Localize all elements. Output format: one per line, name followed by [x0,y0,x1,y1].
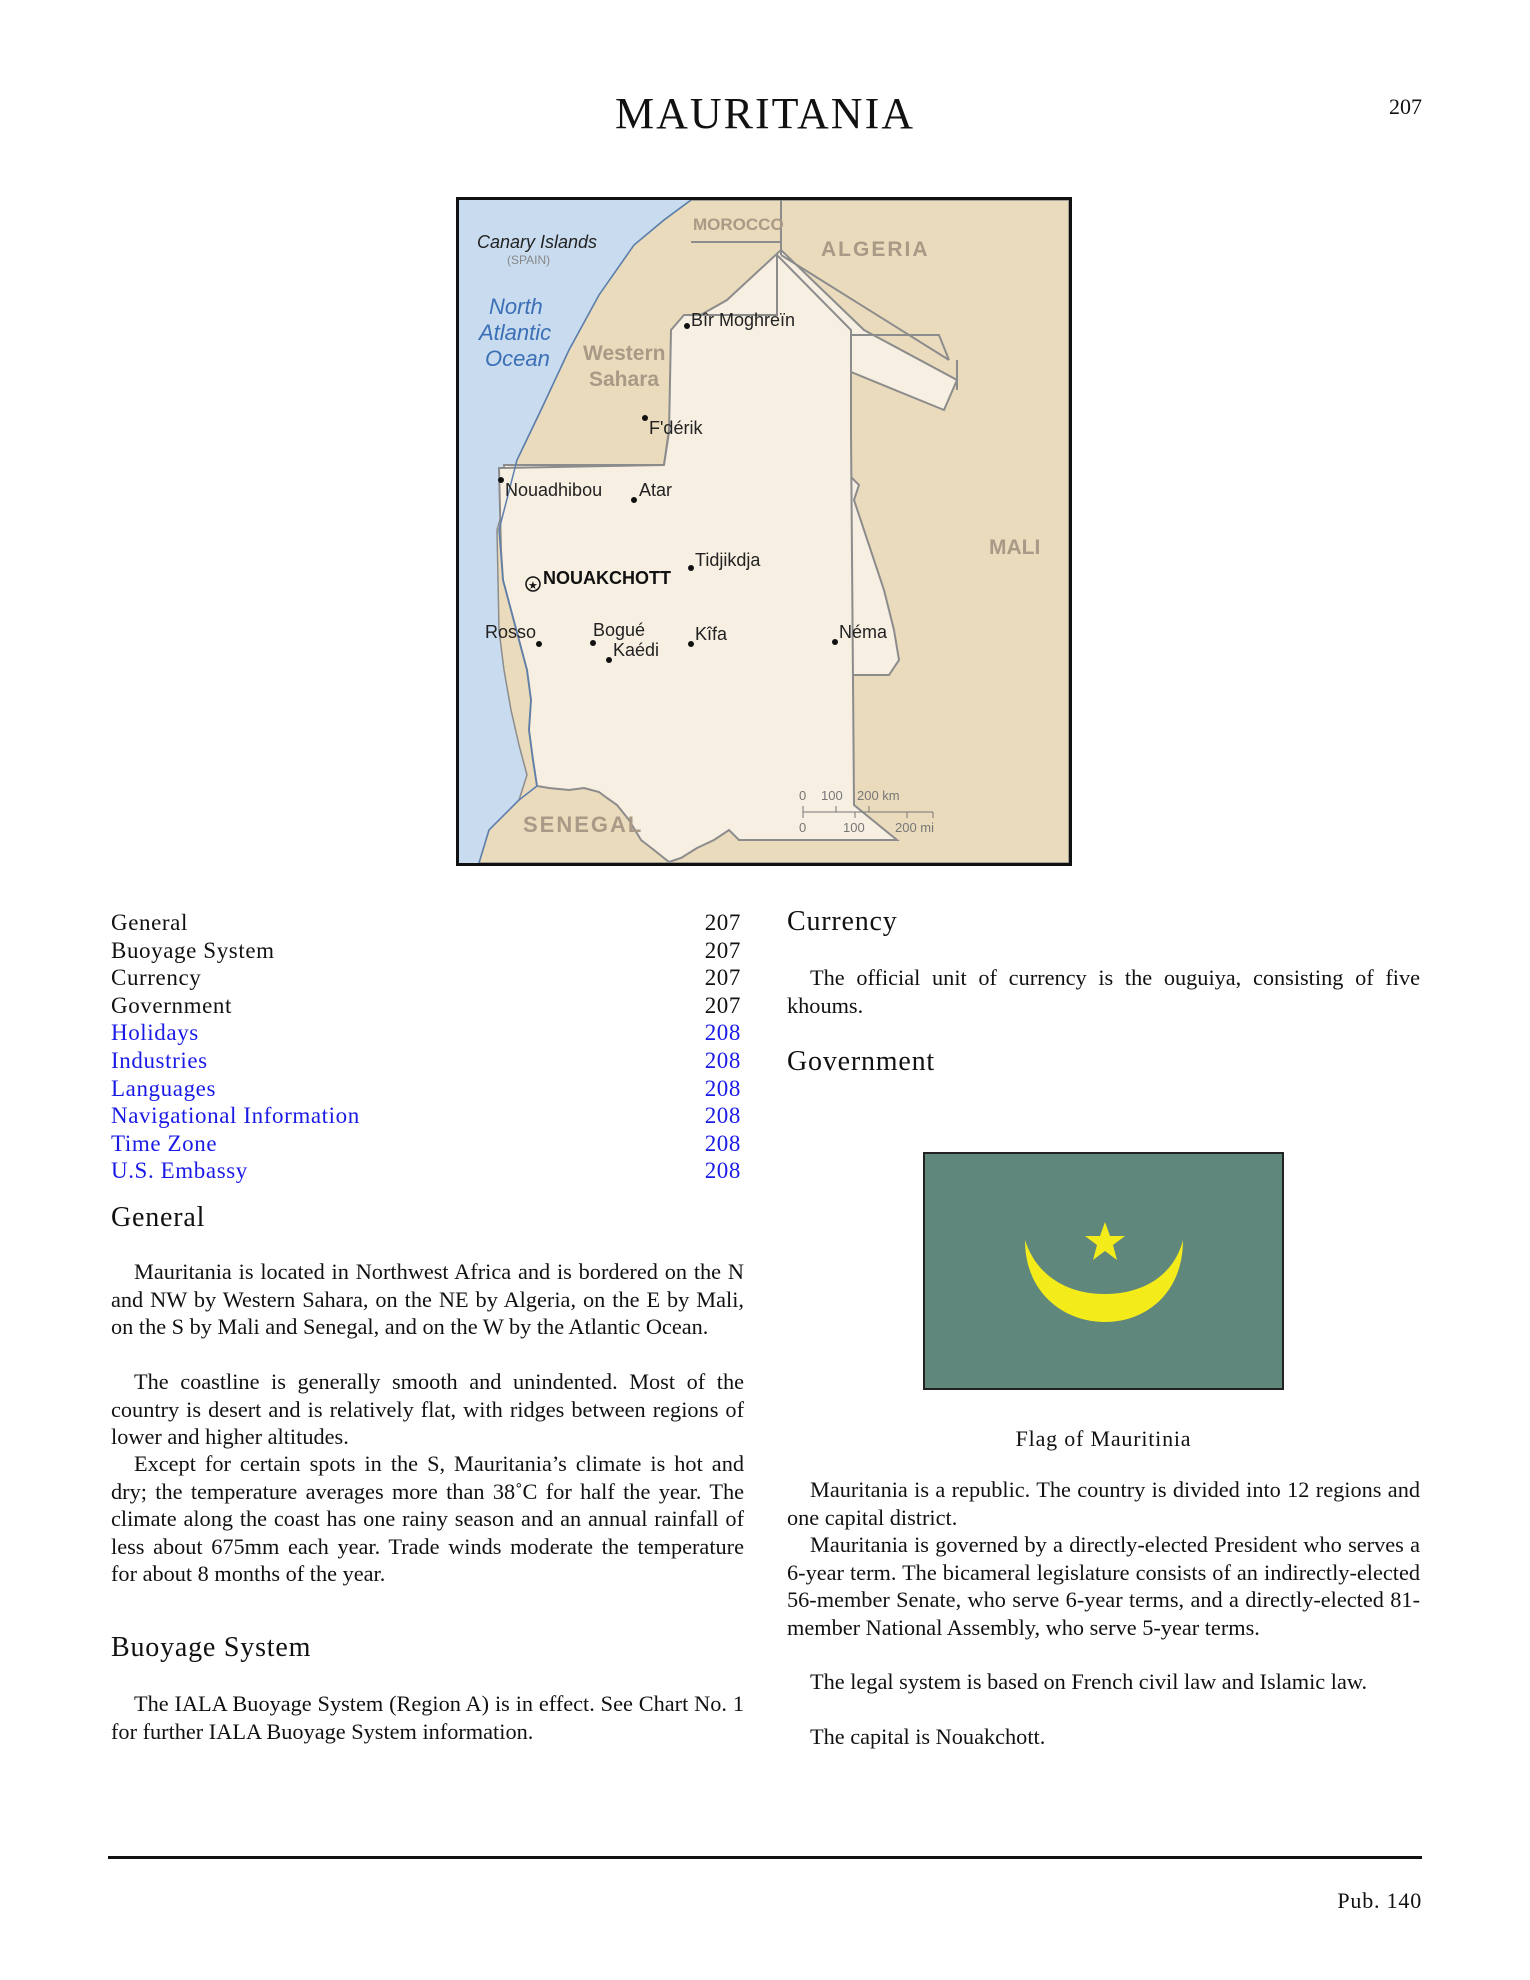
scale-mi-100: 100 [843,820,865,835]
scale-mi-200: 200 mi [895,820,935,835]
crescent-star-emblem-icon [925,1154,1282,1388]
city-dot [590,640,596,646]
city-dot [498,477,504,483]
toc-label: U.S. Embassy [111,1158,248,1184]
scale-km-100: 100 [821,788,843,803]
map-label-north: North [489,294,543,319]
toc-label: Government [111,992,232,1018]
city-dot [688,641,694,647]
section-heading-government: Government [787,1046,935,1077]
city-dot [606,657,612,663]
toc-page: 208 [704,1047,741,1073]
map-label-bir-moghrein: Bîr Moghreïn [691,310,796,330]
scale-km-200: 200 km [857,788,900,803]
toc-row[interactable] [111,1047,741,1075]
general-paragraph-3: Except for certain spots in the S, Mauritania’s climate is hot and dry; the temperature averages more than 38˚C for half the year. The climate along the coast has one rainy season and an annual rainfall of less about 675mm each year. Trade winds moderate the temperature for about 8 months of the year. [111,1451,744,1586]
toc-row[interactable] [111,1102,741,1130]
toc-row [111,992,741,1020]
section-heading-buoyage: Buoyage System [111,1632,312,1663]
map-label-atlantic: Atlantic [479,320,552,345]
toc-page: 208 [704,1103,741,1129]
government-paragraph-3: The legal system is based on French civil law and Islamic law. [810,1669,1368,1694]
map-label-kifa: Kîfa [695,624,728,644]
city-dot [684,323,690,329]
map-label-algeria: ALGERIA [821,238,930,261]
toc-label: Buoyage System [111,937,275,963]
map-label-sahara: Sahara [589,368,660,391]
city-dot [642,415,648,421]
map-label-nema: Néma [839,622,888,642]
map-label-kaedi: Kaédi [613,640,660,660]
mauritania-flag [923,1152,1284,1390]
toc-page: 207 [704,937,741,963]
table-of-contents [111,909,741,1185]
publication-number: Pub. 140 [1337,1888,1422,1913]
city-dot [688,565,694,571]
map-label-spain: (SPAIN) [507,253,551,267]
city-dot [631,497,637,503]
map-label-rosso: Rosso [485,622,537,642]
page-title: MAURITANIA [614,89,915,138]
toc-row [111,964,741,992]
map-label-senegal: SENEGAL [523,812,644,837]
buoyage-paragraph-1: The IALA Buoyage System (Region A) is in effect. See Chart No. 1 for further IALA Buoyage System information. [111,1691,744,1744]
country-map [456,197,1072,866]
general-paragraph-1: Mauritania is located in Northwest Africa and is bordered on the N and NW by Western Sahara, on the NE by Algeria, on the E by Mali, on the S by Mali and Senegal, and on the W by the Atlantic Ocean. [111,1259,744,1339]
government-paragraph-2: Mauritania is governed by a directly-elected President who serves a 6-year term. The bicameral legislature consists of an indirectly-elected 56-member Senate, who serve 6-year terms, and a directly-elected 81-member National Assembly, who serve 5-year terms. [787,1532,1420,1640]
map-label-atar: Atar [639,480,673,500]
toc-row[interactable] [111,1075,741,1103]
toc-label: General [111,910,188,935]
toc-row [111,937,741,965]
map-label-fderik: F'dérik [649,418,703,438]
map-label-mali: MALI [989,536,1041,559]
toc-label: Time Zone [111,1130,218,1156]
flag-caption: Flag of Mauritinia [1015,1426,1192,1451]
currency-paragraph-1: The official unit of currency is the ouguiya, consisting of five khoums. [787,965,1420,1018]
toc-row[interactable] [111,1019,741,1047]
general-paragraph-2: The coastline is generally smooth and unindented. Most of the country is desert and is relatively flat, with ridges between regions of lower and higher altitudes. [111,1369,744,1449]
capital-star-icon: ★ [528,580,538,592]
toc-page: 207 [704,910,741,935]
government-paragraph-4: The capital is Nouakchott. [810,1724,1046,1749]
toc-page: 208 [704,1130,741,1156]
toc-page: 207 [704,992,741,1018]
page-number: 207 [1389,94,1422,119]
section-heading-currency: Currency [787,906,898,937]
toc-page: 208 [704,1158,741,1184]
map-label-nouakchott: NOUAKCHOTT [543,568,671,588]
toc-page: 208 [704,1075,741,1101]
map-label-bogue: Bogué [593,620,646,640]
toc-label: Holidays [111,1020,199,1046]
map-label-tidjikdja: Tidjikdja [695,550,761,570]
government-paragraph-1: Mauritania is a republic. The country is divided into 12 regions and one capital district. [787,1477,1420,1530]
footer-rule [108,1856,1422,1859]
section-heading-general: General [111,1202,206,1233]
toc-row [111,909,741,937]
city-dot [536,641,542,647]
map-label-western: Western [583,342,666,365]
scale-km-0: 0 [799,788,807,803]
map-label-ocean: Ocean [485,346,550,371]
toc-label: Industries [111,1047,208,1073]
toc-row[interactable] [111,1130,741,1158]
toc-row[interactable] [111,1157,741,1185]
toc-label: Languages [111,1075,217,1101]
map-label-canary: Canary Islands [477,232,598,252]
map-label-morocco: MOROCCO [693,215,784,234]
city-dot [832,639,838,645]
toc-label: Currency [111,965,202,991]
toc-page: 208 [704,1020,741,1046]
toc-page: 207 [704,965,741,991]
toc-label: Navigational Information [111,1103,360,1129]
scale-mi-0: 0 [799,820,807,835]
map-label-nouadhibou: Nouadhibou [505,480,603,500]
